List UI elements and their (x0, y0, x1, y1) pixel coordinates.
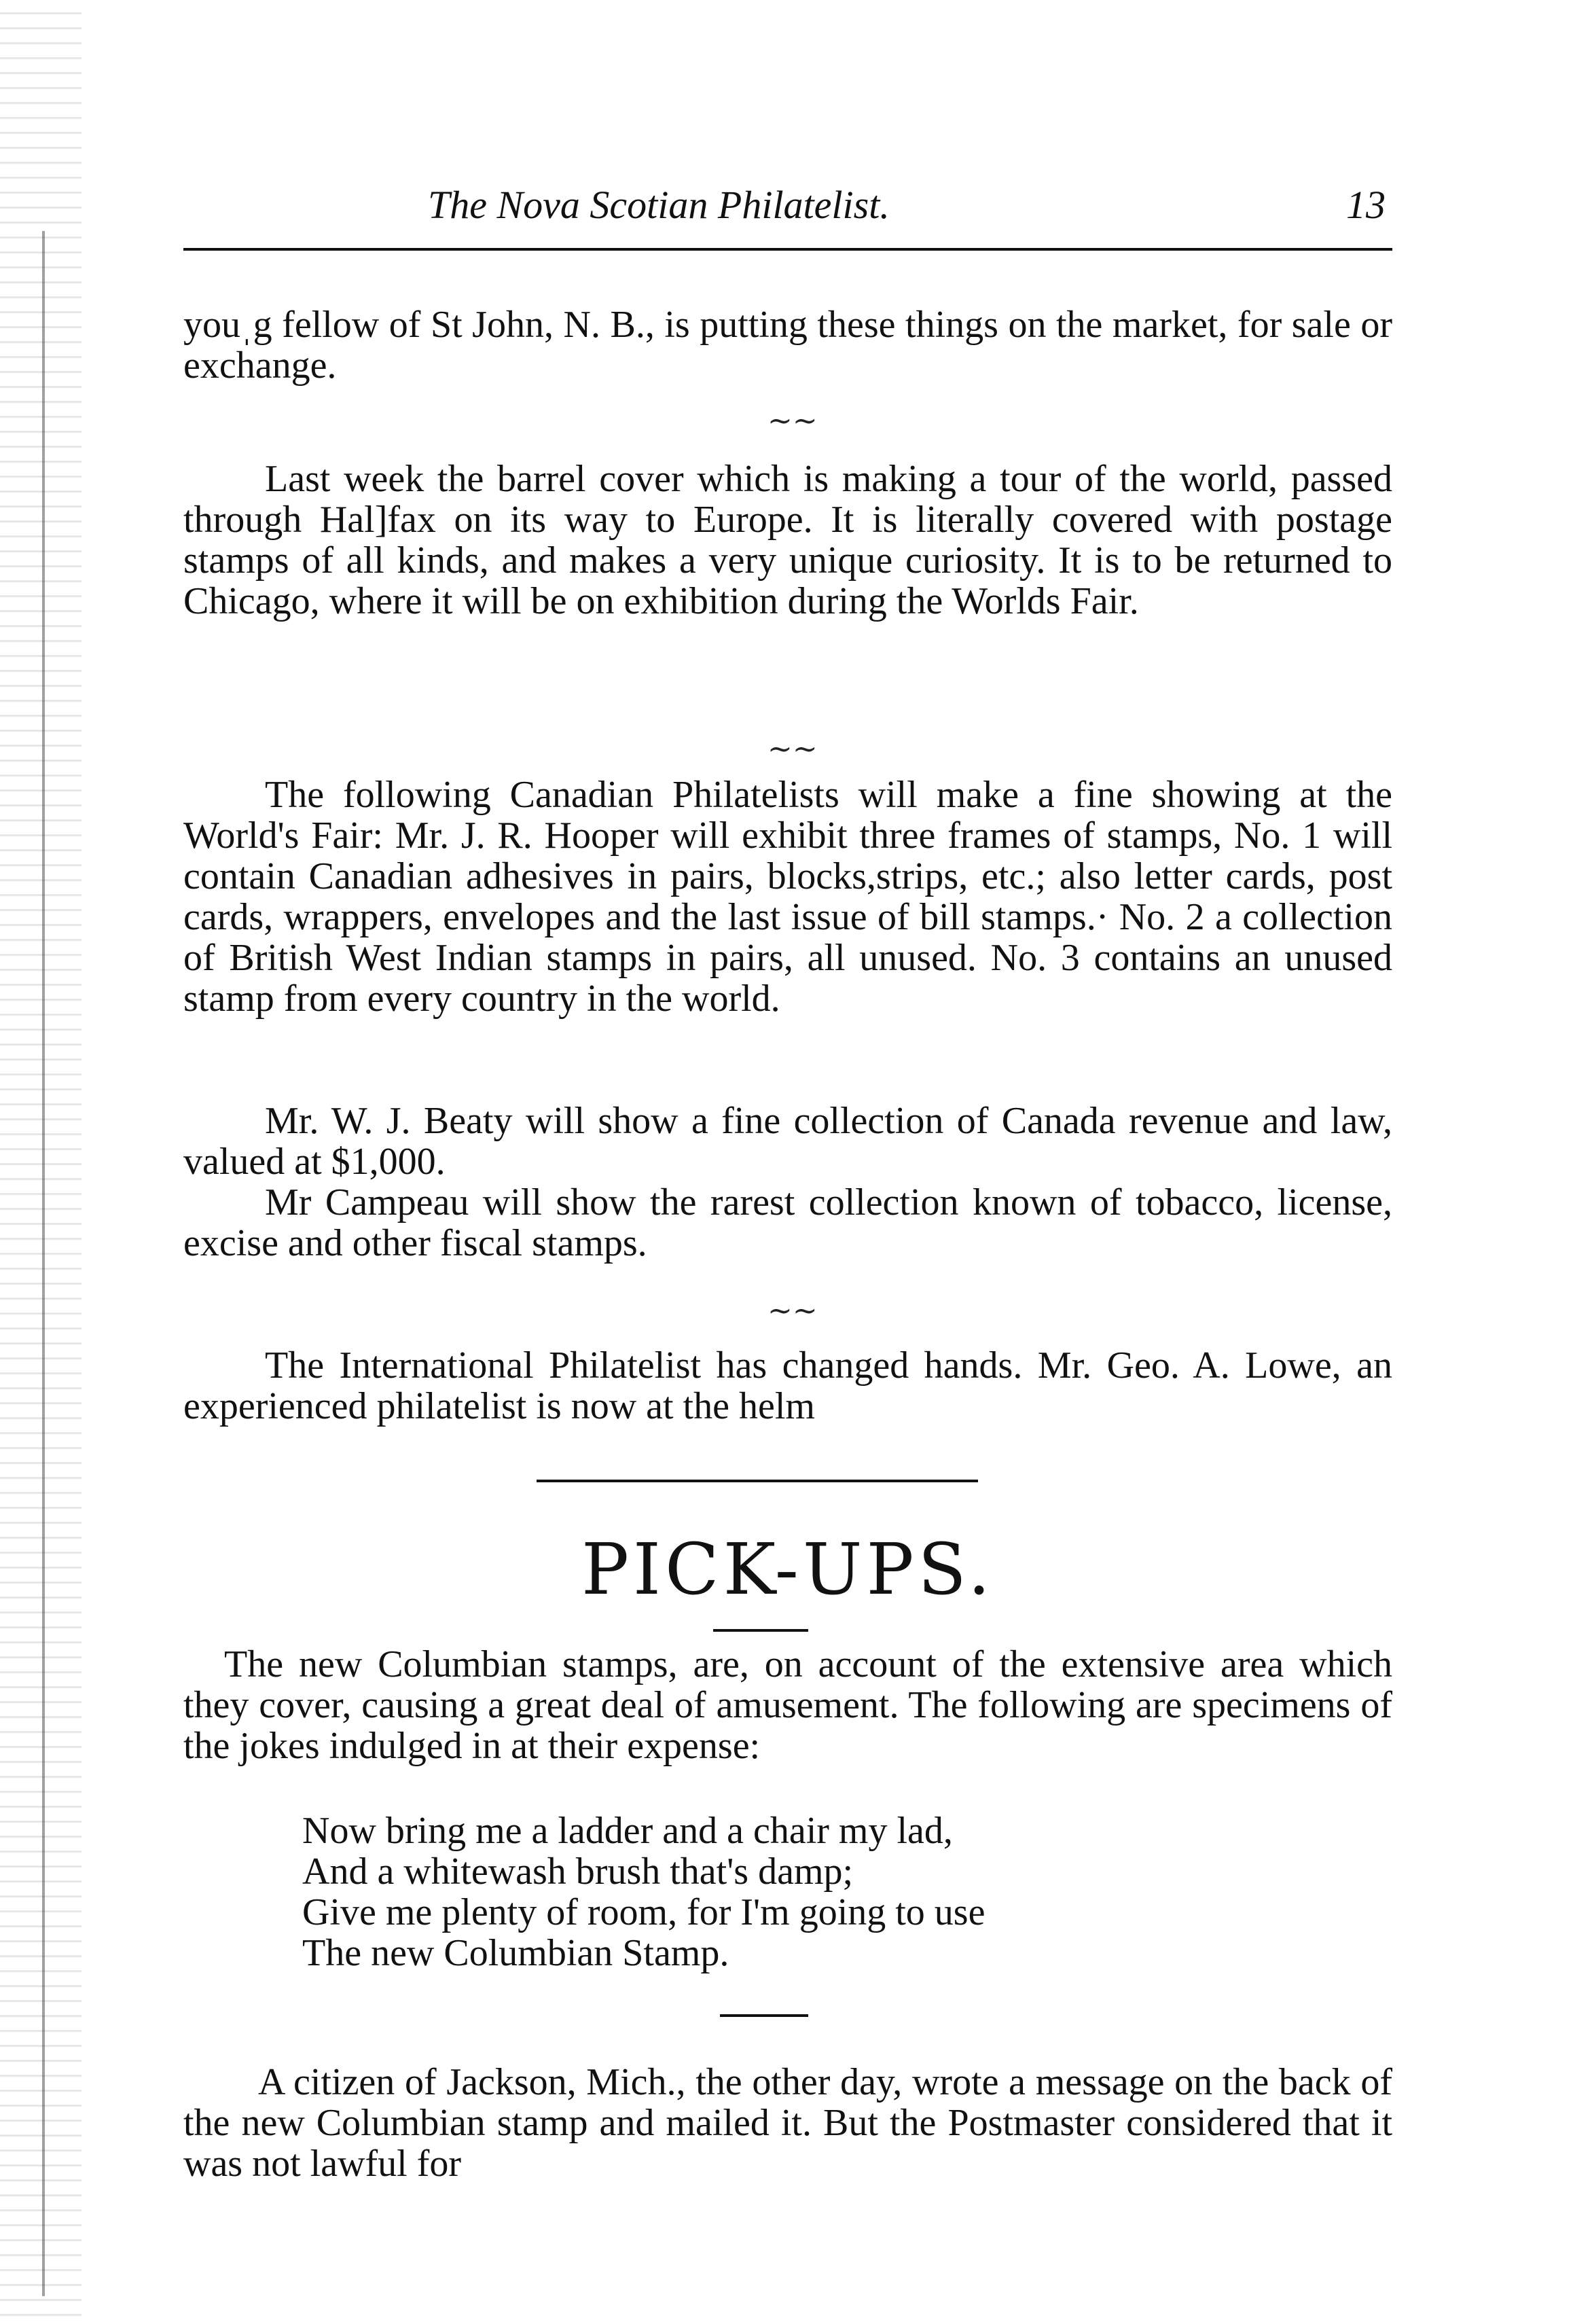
section-separator: ~~ (767, 732, 818, 766)
paragraph-campeau: Mr Campeau will show the rarest collection known of tobacco, license, excise and other fiscal stamps. (183, 1181, 1392, 1264)
binding-shadow (42, 231, 45, 2296)
paragraph-international-philatelist: The International Philatelist has changed hands. Mr. Geo. A. Lowe, an experienced philatelist is now at the helm (183, 1344, 1392, 1427)
running-title: The Nova Scotian Philatelist. (428, 183, 890, 227)
poem (302, 1810, 1389, 1973)
section-heading: PICK-UPS. (581, 1528, 995, 1611)
poem-line: Now bring me a ladder and a chair my lad, (302, 1810, 953, 1852)
binding-edge (0, 0, 82, 2324)
page-number: 13 (1346, 183, 1386, 227)
running-header (183, 178, 1399, 232)
paragraph-beaty: Mr. W. J. Beaty will show a fine collection of Canada revenue and law, valued at $1,000. (183, 1100, 1392, 1183)
heading-underline (713, 1629, 808, 1632)
section-separator: ~~ (767, 1293, 818, 1328)
header-rule (183, 248, 1392, 251)
section-separator: ~~ (767, 404, 818, 438)
paragraph-barrel-cover: Last week the barrel cover which is making a tour of the world, passed through Hal]fax on its way to Europe. It is literally covered with postage stamps of all kinds, and makes a very unique curiosity. It is to be returned to Chicago, where it will be on exhibition during the Worlds Fair. (183, 458, 1392, 622)
paragraph-jackson-citizen: A citizen of Jackson, Mich., the other day, wrote a message on the back of the new Columbian stamp and mailed it. But the Postmaster considered that it was not lawful for (183, 2061, 1392, 2185)
paragraph-continued: youˌg fellow of St John, N. B., is putting these things on the market, for sale or exchange. (183, 304, 1392, 387)
poem-line: The new Columbian Stamp. (302, 1932, 729, 1974)
poem-line: Give me plenty of room, for I'm going to use (302, 1891, 986, 1933)
paragraph-canadian-philatelists: The following Canadian Philatelists will make a fine showing at the World's Fair: Mr. J. R. Hooper will exhibit three frames of stamps, No. 1 will contain Canadian adhesives in pairs, blocks,strips, etc.; also letter cards, post cards, wrappers, envelopes and the last issue of bill stamps.· No. 2 a collection of British West Indian stamps in pairs, all unused. No. 3 contains an unused stamp from every country in the world. (183, 774, 1392, 1020)
poem-line: And a whitewash brush that's damp; (302, 1851, 854, 1893)
section-rule (537, 1480, 978, 1482)
paragraph-columbian-stamps: The new Columbian stamps, are, on account of the extensive area which they cover, causing a great deal of amusement. The following are specimens of the jokes indulged in at their expense: (183, 1643, 1392, 1767)
section-rule (720, 2014, 808, 2017)
